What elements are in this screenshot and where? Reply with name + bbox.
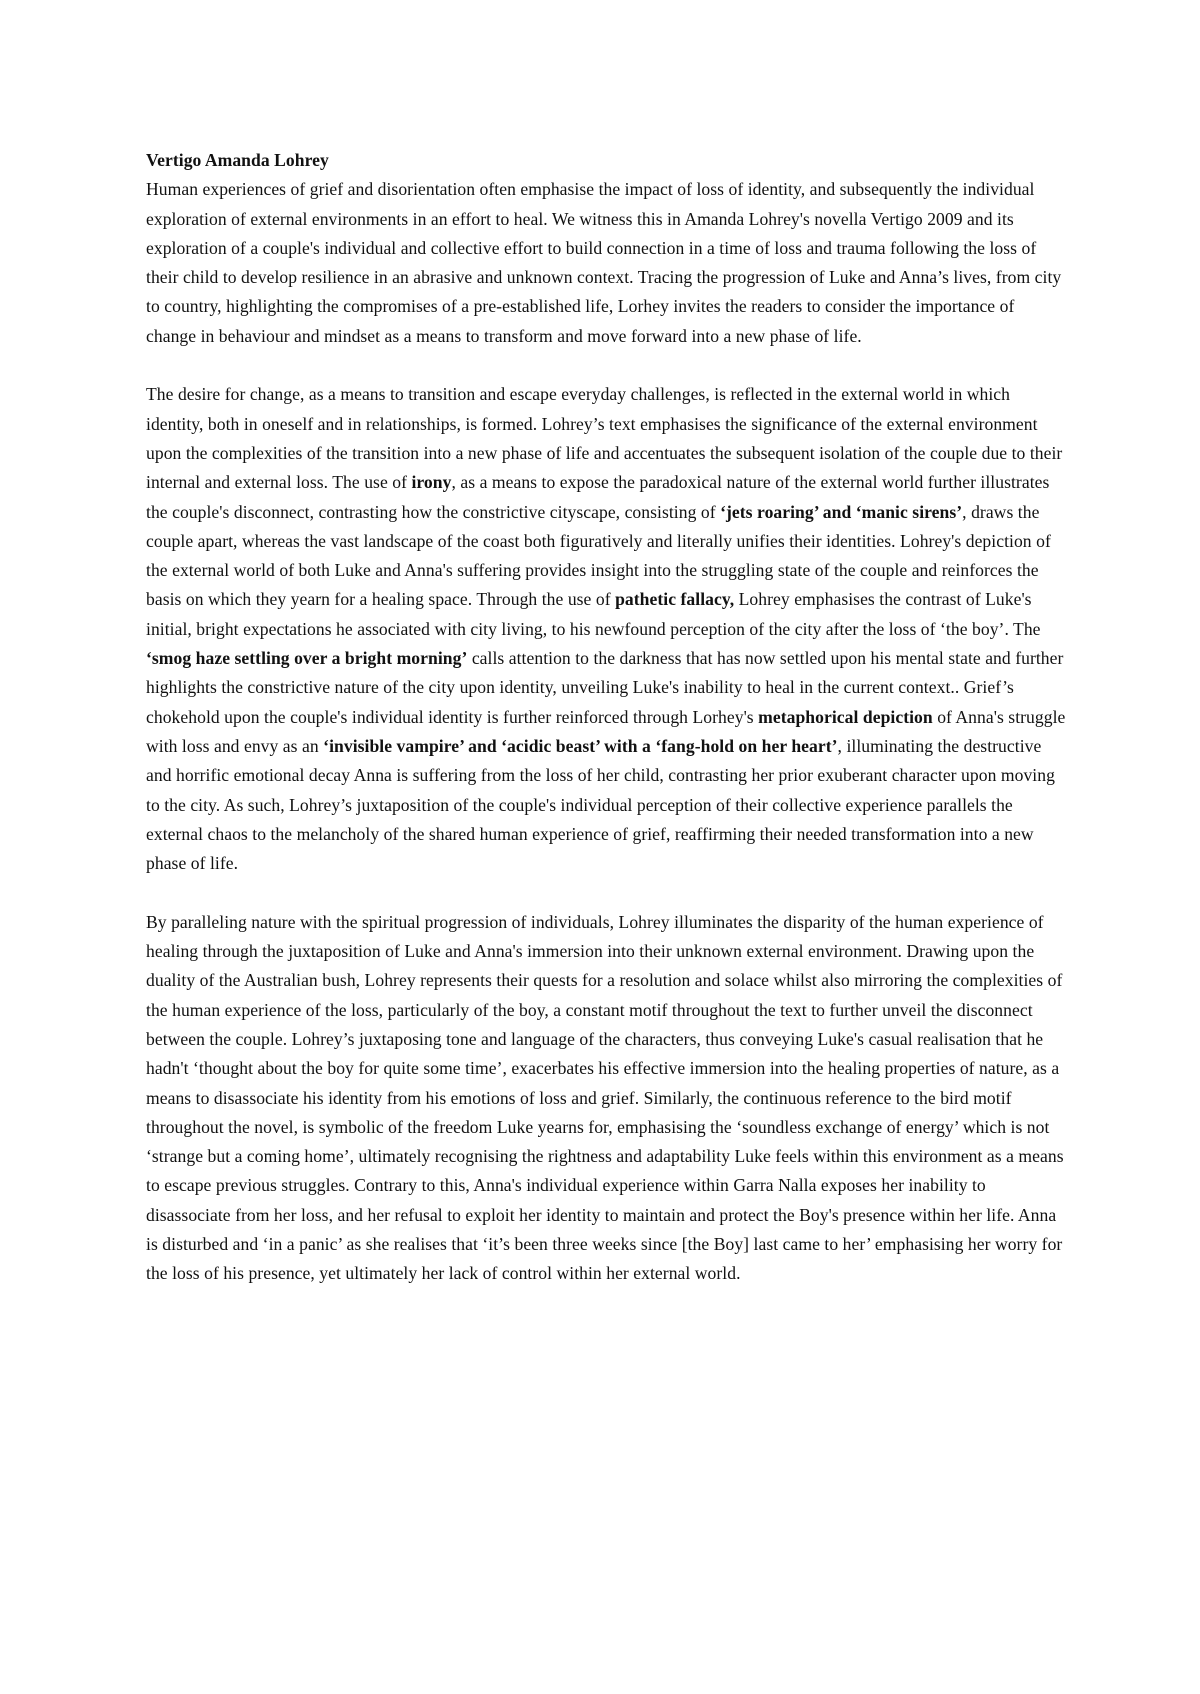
intro-paragraph: Human experiences of grief and disorientation often emphasise the impact of loss of identity, and subsequently the individual exploration of external environments in an effort to heal. We witness this in Amanda Lohrey's novella Vertigo 2009 and its exploration of a couple's individual and collective effort to build connection in a time of loss and trauma following the loss of their child to develop resilience in an abrasive and unknown context. Tracing the progression of Luke and Anna’s lives, from city to country, highlighting the compromises of a pre-established life, Lorhey invites the readers to consider the importance of change in behaviour and mindset as a means to transform and move forward into a new phase of life. [146, 179, 1062, 346]
text-run: , draws the couple apart, whereas the vast landscape of the coast both figuratively and literally unifies their identities. Lohrey's depiction of the external world of both Luke and Anna's suffering provides insight into the struggling state of the couple and reinforces the basis on which they yearn for a healing space. Through the use of [146, 501, 1051, 610]
bold-term-pathetic-fallacy: pathetic fallacy, [615, 589, 735, 610]
body-paragraph-city [146, 380, 1066, 878]
text-run: , as a means to expose the paradoxical nature of the external world further illustrates the couple's disconnect, contrasting how the constrictive cityscape, consisting of [146, 472, 1050, 522]
body-paragraph-nature: By paralleling nature with the spiritual progression of individuals, Lohrey illuminates the disparity of the human experience of healing through the juxtaposition of Luke and Anna's immersion into their unknown external environment. Drawing upon the duality of the Australian bush, Lohrey represents their quests for a resolution and solace whilst also mirroring the complexities of the human experience of the loss, particularly of the boy, a constant motif throughout the text to further unveil the disconnect between the couple. Lohrey’s juxtaposing tone and language of the characters, thus conveying Luke's casual realisation that he hadn't ‘thought about the boy for quite some time’, exacerbates his effective immersion into the healing properties of nature, as a means to disassociate his identity from his emotions of loss and grief. Similarly, the continuous reference to the bird motif throughout the novel, is symbolic of the freedom Luke yearns for, emphasising the ‘soundless exchange of energy’ which is not ‘strange but a coming home’, ultimately recognising the rightness and adaptability Luke feels within this environment as a means to escape previous struggles. Contrary to this, Anna's individual experience within Garra Nalla exposes her inability to disassociate from her loss, and her refusal to exploit her identity to maintain and protect the Boy's presence within her life. Anna is disturbed and ‘in a panic’ as she realises that ‘it’s been three weeks since [the Boy] last came to her’ emphasising her worry for the loss of his presence, yet ultimately her lack of control within her external world. [146, 911, 1064, 1284]
text-run: , illuminating the destructive and horrific emotional decay Anna is suffering from the loss of her child, contrasting her prior exuberant character upon moving to the city. As such, Lohrey’s juxtaposition of the couple's individual perception of their collective experience parallels the external chaos to the melancholy of the shared human experience of grief, reaffirming their needed transformation into a new phase of life. [146, 735, 1055, 874]
bold-quote-jets-sirens: ‘jets roaring’ and ‘manic sirens’ [720, 501, 963, 522]
bold-term-metaphorical-depiction: metaphorical depiction [758, 706, 933, 727]
bold-quote-smog-haze: ‘smog haze settling over a bright morning’ [146, 648, 468, 669]
text-run: The desire for change, as a means to transition and escape everyday challenges, is reflected in the external world in which identity, both in oneself and in relationships, is formed. Lohrey’s text emphasises the significance of the external environment upon the complexities of the transition into a new phase of life and accentuates the subsequent isolation of the couple due to their internal and external loss. The use of [146, 384, 1063, 493]
text-run: calls attention to the darkness that has now settled upon his mental state and further highlights the constrictive nature of the city upon identity, unveiling Luke's inability to heal in the current context.. Grief’s chokehold upon the couple's individual identity is further reinforced through Lorhey's [146, 648, 1064, 727]
document-title: Vertigo Amanda Lohrey [146, 150, 329, 170]
document-page [146, 146, 1066, 1289]
bold-quote-invisible-vampire: ‘invisible vampire’ and ‘acidic beast’ with a ‘fang-hold on her heart’ [323, 735, 838, 756]
bold-term-irony: irony [411, 472, 452, 493]
text-run: Lohrey emphasises the contrast of Luke's initial, bright expectations he associated with city living, to his newfound perception of the city after the loss of ‘the boy’. The [146, 589, 1041, 639]
text-run: of Anna's struggle with loss and envy as an [146, 706, 1066, 756]
